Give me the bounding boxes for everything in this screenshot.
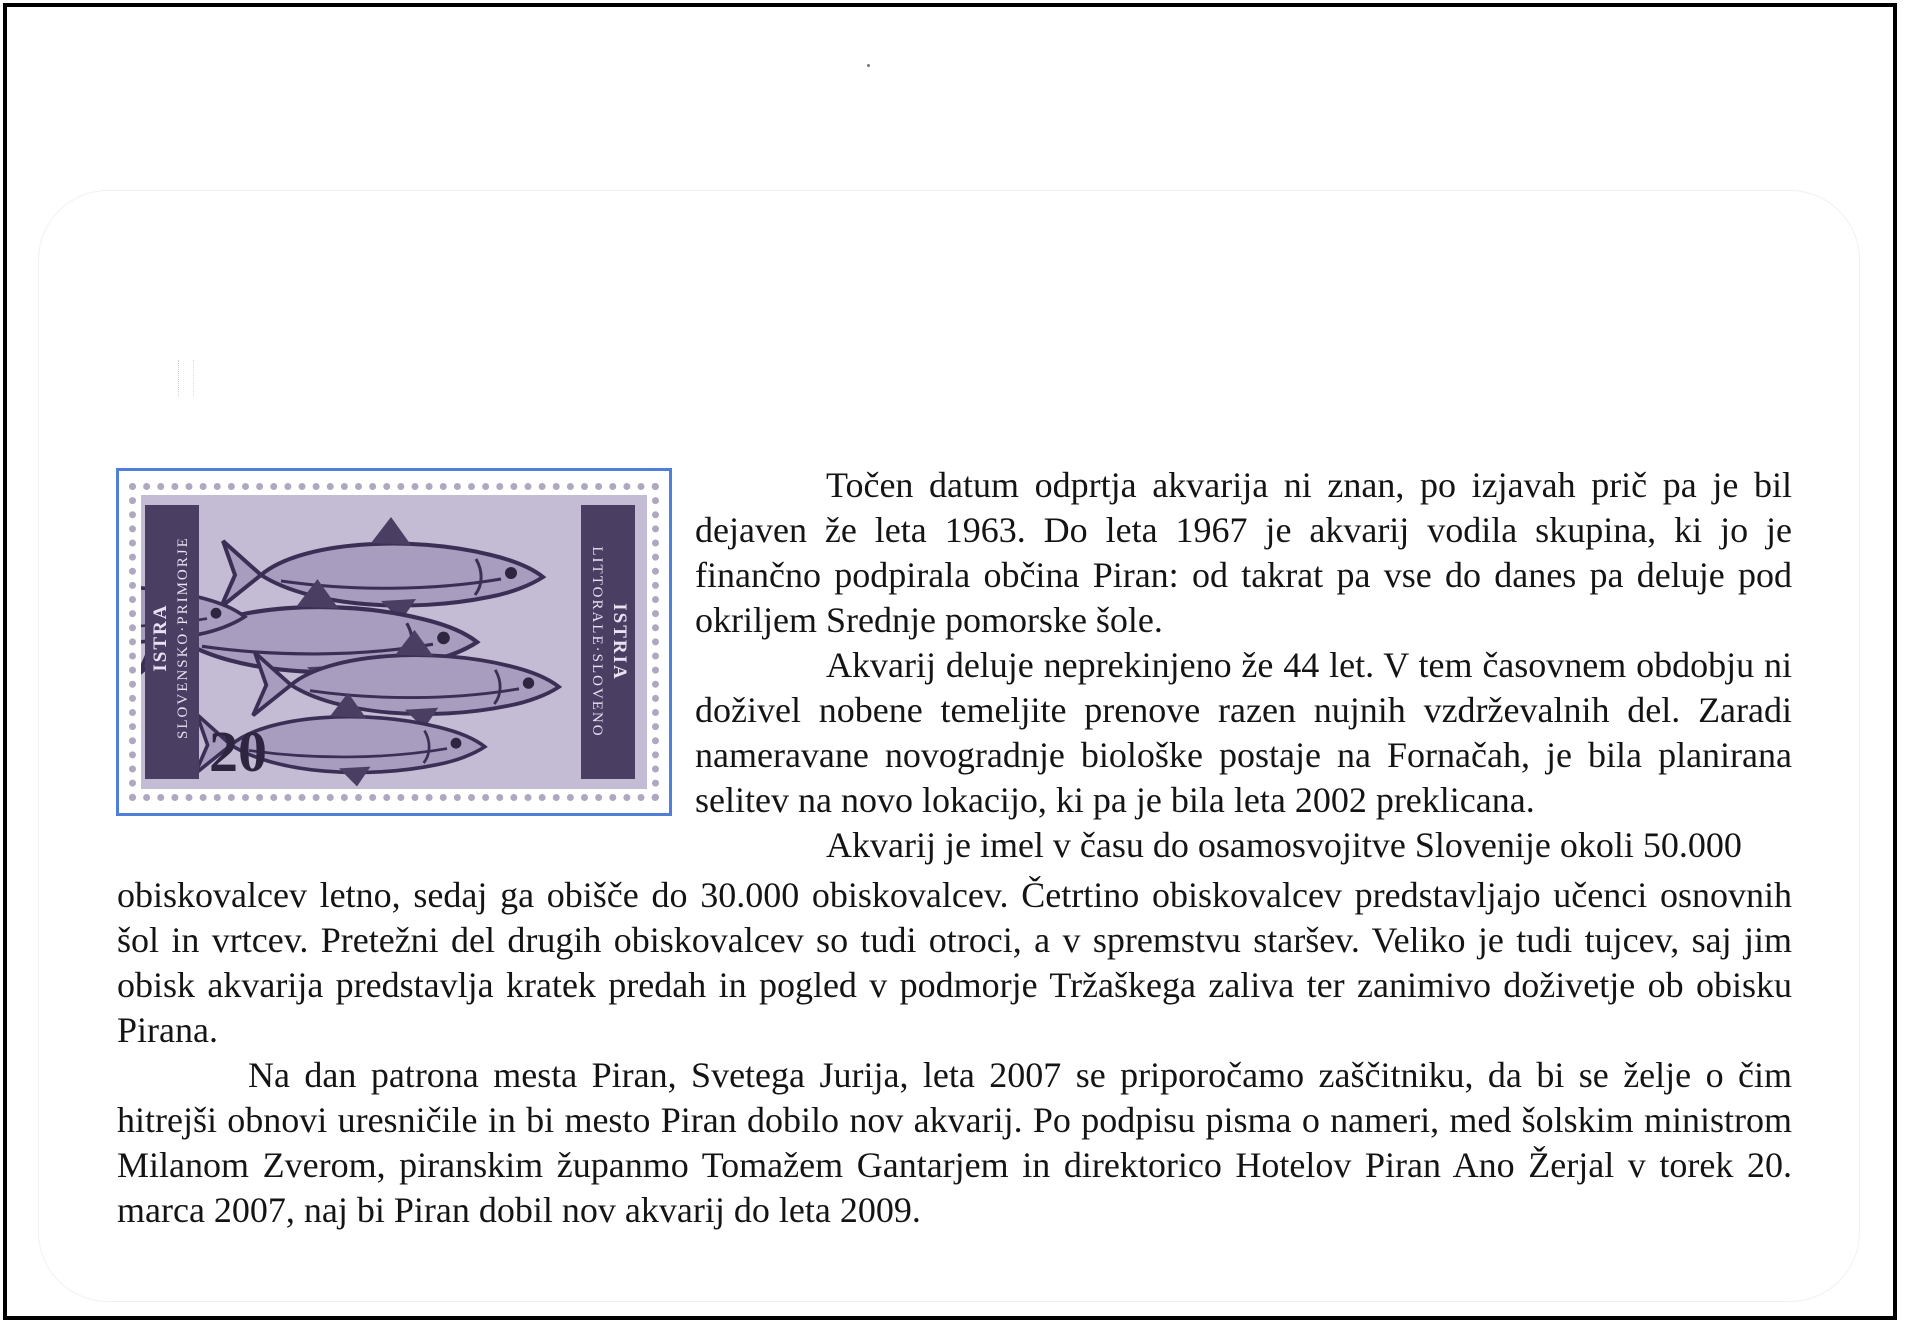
stamp-band-left-title: ISTRA [150,603,171,672]
scan-smudge [178,360,194,396]
postage-stamp [116,468,672,816]
stamp-value: 20 [209,719,267,784]
text-block-beside-stamp [695,463,1792,868]
paragraph-visitors-continued: obiskovalcev letno, sedaj ga obišče do 30.000 obiskovalcev. Četrtino obiskovalcev predstavljajo učenci osnovnih šol in vrtcev. Pretežni del drugih obiskovalcev so tudi otroci, a v spremstvu staršev. Veliko je tudi tujcev, saj jim obisk akvarija predstavlja kratek predah in pogled v podmorje Tržaškega zaliva ter zanimivo doživetje ob obisku Pirana. [117,875,1792,1050]
scan-speck [867,64,870,67]
paragraph-new-aquarium: Na dan patrona mesta Piran, Svetega Jurija, leta 2007 se priporočamo zaščitniku, da bi se želje o čim hitrejši obnovi uresničile in bi mesto Piran dobilo nov akvarij. Po podpisu pisma o nameri, med šolskim ministrom Milanom Zverom, piranskim županmo Tomažem Gantarjem in direktorico Hotelov Piran Ano Žerjal v torek 20. marca 2007, naj bi Piran dobil nov akvarij do leta 2009. [117,1055,1792,1230]
stamp-band-right [581,505,635,779]
paragraph-continuous-operation: Akvarij deluje neprekinjeno že 44 let. V tem časovnem obdobju ni doživel nobene temeljite prenove razen nujnih vzdrževalnih del. Zaradi nameravane novogradnje biološke postaje na Fornačah, je bila planirana selitev na novo lokacijo, ki pa je bila leta 2002 preklicana. [695,645,1792,820]
text-block-full-width [117,873,1792,1233]
stamp-design [141,495,647,789]
stamp-band-left [145,505,199,779]
stamp-band-left-subtitle: SLOVENSKO·PRIMORJE [175,536,191,739]
stamp-band-right-subtitle: LITTORALE·SLOVENO [589,546,605,738]
stamp-band-right-title: ISTRIA [609,603,630,681]
paragraph-opening-date: Točen datum odprtja akvarija ni znan, po izjavah prič pa je bil dejaven že leta 1963. Do leta 1967 je akvarij vodila skupina, ki jo je finančno podpirala občina Piran: od takrat pa vse do danes pa deluje pod okriljem Srednje pomorske šole. [695,465,1792,640]
paragraph-visitors-start: Akvarij je imel v času do osamosvojitve Slovenije okoli 50.000 [826,825,1742,865]
